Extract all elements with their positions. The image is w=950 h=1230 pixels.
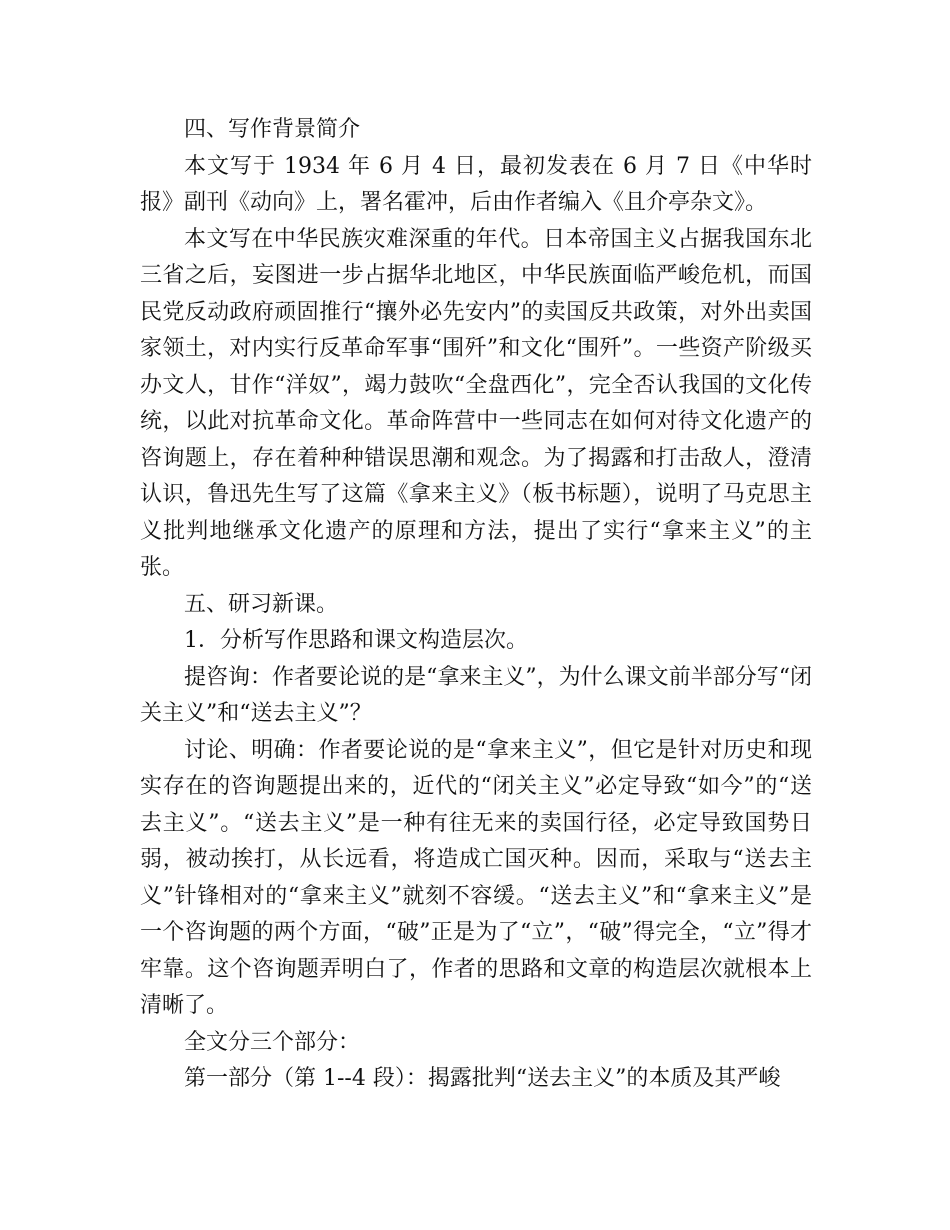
document-body <box>140 112 812 1098</box>
subheading-structure-analysis: 1．分析写作思路和课文构造层次。 <box>184 628 528 653</box>
paragraph-historical-context: 本文写在中华民族灾难深重的年代。日本帝国主义占据我国东北三省之后，妄图进一步占据华北地区，中华民族面临严峻危机，而国民党反动政府顽固推行“攘外必先安内”的卖国反共政策，对外出卖国家领土，对内实行反革命军事“围歼”和文化“围歼”。一些资产阶级买办文人，甘作“洋奴”，竭力鼓吹“全盘西化”，完全否认我国的文化传统，以此对抗革命文化。革命阵营中一些同志在如何对待文化遗产的咨询题上，存在着种种错误思潮和观念。为了揭露和打击敌人，澄清认识，鲁迅先生写了这篇《拿来主义》（板书标题），说明了马克思主义批判地继承文化遗产的原理和方法，提出了实行“拿来主义”的主张。 <box>140 226 812 580</box>
paragraph-part-one: 第一部分（第 1--4 段）：揭露批判“送去主义”的本质及其严峻 <box>184 1066 781 1091</box>
paragraph-publication-info: 本文写于 1934 年 6 月 4 日，最初发表在 6 月 7 日《中华时报》副刊《动向》上，署名霍冲，后由作者编入《且介亭杂文》。 <box>140 153 812 215</box>
paragraph-question: 提咨询：作者要论说的是“拿来主义”，为什么课文前半部分写“闭关主义”和“送去主义”？ <box>140 664 812 726</box>
section-heading-new-lesson: 五、研习新课。 <box>184 591 339 617</box>
paragraph-discussion: 讨论、明确：作者要论说的是“拿来主义”，但它是针对历史和现实存在的咨询题提出来的，近代的“闭关主义”必定导致“如今”的“送去主义”。“送去主义”是一种有往无来的卖国行径，必定导致国势日弱，被动挨打，从长远看，将造成亡国灭种。因而，采取与“送去主义”针锋相对的“拿来主义”就刻不容缓。“送去主义”和“拿来主义”是一个咨询题的两个方面，“破”正是为了“立”，“破”得完全，“立”得才牢靠。这个咨询题弄明白了，作者的思路和文章的构造层次就根本上清晰了。 <box>140 737 812 1018</box>
section-heading-background: 四、写作背景简介 <box>184 117 361 142</box>
paragraph-three-parts: 全文分三个部分： <box>184 1029 361 1055</box>
